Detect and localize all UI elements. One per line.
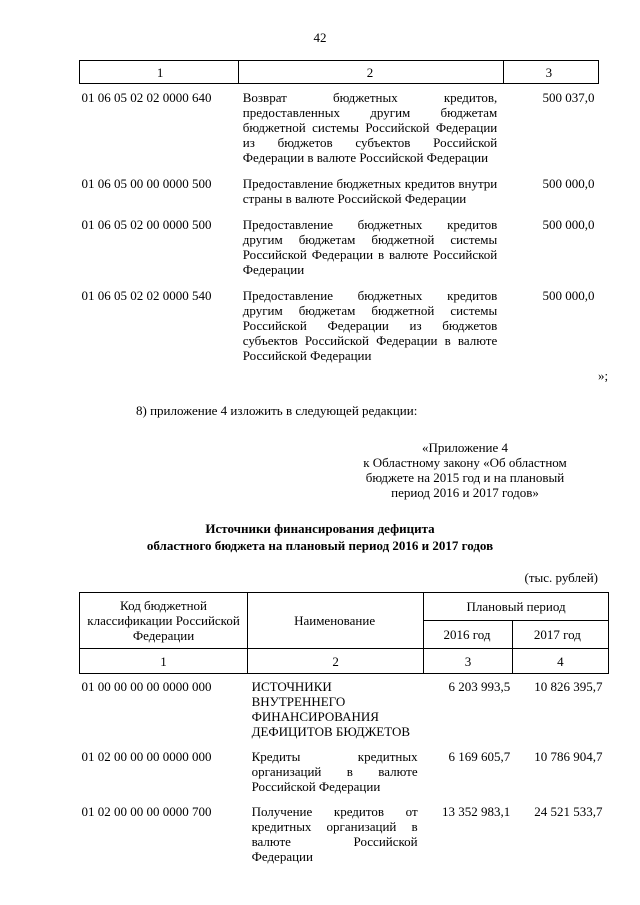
column-number: 1 [80, 61, 239, 84]
item-name: Предоставление бюджетных кредитов другим бюджетам бюджетной системы Российской Федерации в валюте Российской Федерации [242, 217, 498, 277]
budget-code: 01 02 00 00 00 0000 700 [81, 804, 212, 819]
budget-code: 01 00 00 00 00 0000 000 [81, 679, 212, 694]
column-number: 1 [80, 649, 248, 674]
item-value: 500 037,0 [542, 90, 595, 105]
column-number: 2 [239, 61, 504, 84]
table-header-row [80, 593, 609, 621]
value-2016: 6 203 993,5 [448, 679, 511, 694]
header-name: Наименование [248, 593, 424, 649]
item-name: Получение кредитов от кредитных организаций в валюте Российской Федерации [251, 804, 418, 864]
units-label: (тыс. рублей) [524, 570, 598, 585]
budget-code: 01 02 00 00 00 0000 000 [81, 749, 212, 764]
document-title [0, 520, 640, 554]
item-value: 500 000,0 [542, 176, 595, 191]
value-2017: 10 786 904,7 [534, 749, 603, 764]
budget-code: 01 06 05 02 02 0000 640 [81, 90, 212, 105]
item-name: Предоставление бюджетных кредитов другим бюджетам бюджетной системы Российской Федерации из бюджетов субъектов Российской Федерации в валюте Российской Федерации [242, 288, 498, 363]
table-row [80, 282, 599, 368]
item-name: Кредиты кредитных организаций в валюте Российской Федерации [251, 749, 418, 794]
table-row [80, 674, 609, 745]
table-row [80, 211, 599, 282]
column-number: 3 [503, 61, 598, 84]
appendix-line: период 2016 и 2017 годов» [391, 485, 539, 500]
header-period: Плановый период [424, 593, 609, 621]
budget-code: 01 06 05 00 00 0000 500 [81, 176, 212, 191]
column-number: 2 [248, 649, 424, 674]
header-year-2017: 2017 год [512, 621, 608, 649]
table-row [80, 84, 599, 171]
appendix-line: бюджете на 2015 год и на плановый [365, 470, 565, 485]
amendment-item: 8) приложение 4 изложить в следующей редакции: [136, 403, 418, 418]
title-line: Источники финансирования дефицита [205, 521, 435, 536]
budget-code: 01 06 05 02 00 0000 500 [81, 217, 212, 232]
value-2016: 6 169 605,7 [448, 749, 511, 764]
sources-table-continued [79, 60, 599, 368]
title-line: областного бюджета на плановый период 2016 и 2017 годов [146, 538, 494, 553]
column-number: 4 [512, 649, 608, 674]
appendix-line: «Приложение 4 [421, 440, 509, 455]
appendix-line: к Областному закону «Об областном [363, 455, 567, 470]
value-2016: 13 352 983,1 [442, 804, 511, 819]
table-row [80, 799, 609, 869]
appendix-heading [300, 440, 630, 500]
column-number: 3 [424, 649, 513, 674]
item-name: Возврат бюджетных кредитов, предоставленных другим бюджетам бюджетной системы Российской Федерации из бюджетов субъектов Российской Федерации в валюте Российской Федерации [242, 90, 498, 165]
table-row [80, 744, 609, 799]
item-value: 500 000,0 [542, 217, 595, 232]
table-header-row [80, 649, 609, 674]
item-value: 500 000,0 [542, 288, 595, 303]
table-row [80, 170, 599, 211]
value-2017: 10 826 395,7 [534, 679, 603, 694]
sources-table [79, 592, 609, 869]
value-2017: 24 521 533,7 [534, 804, 603, 819]
item-name: Предоставление бюджетных кредитов внутри страны в валюте Российской Федерации [242, 176, 498, 206]
closing-quote: »; [598, 368, 609, 383]
header-year-2016: 2016 год [424, 621, 513, 649]
page-number: 42 [313, 30, 327, 45]
item-name: ИСТОЧНИКИ ВНУТРЕННЕГО ФИНАНСИРОВАНИЯ ДЕФИЦИТОВ БЮДЖЕТОВ [251, 679, 411, 739]
header-code: Код бюджетной классификации Российской Федерации [80, 593, 248, 649]
budget-code: 01 06 05 02 02 0000 540 [81, 288, 212, 303]
table-header-row [80, 61, 599, 84]
